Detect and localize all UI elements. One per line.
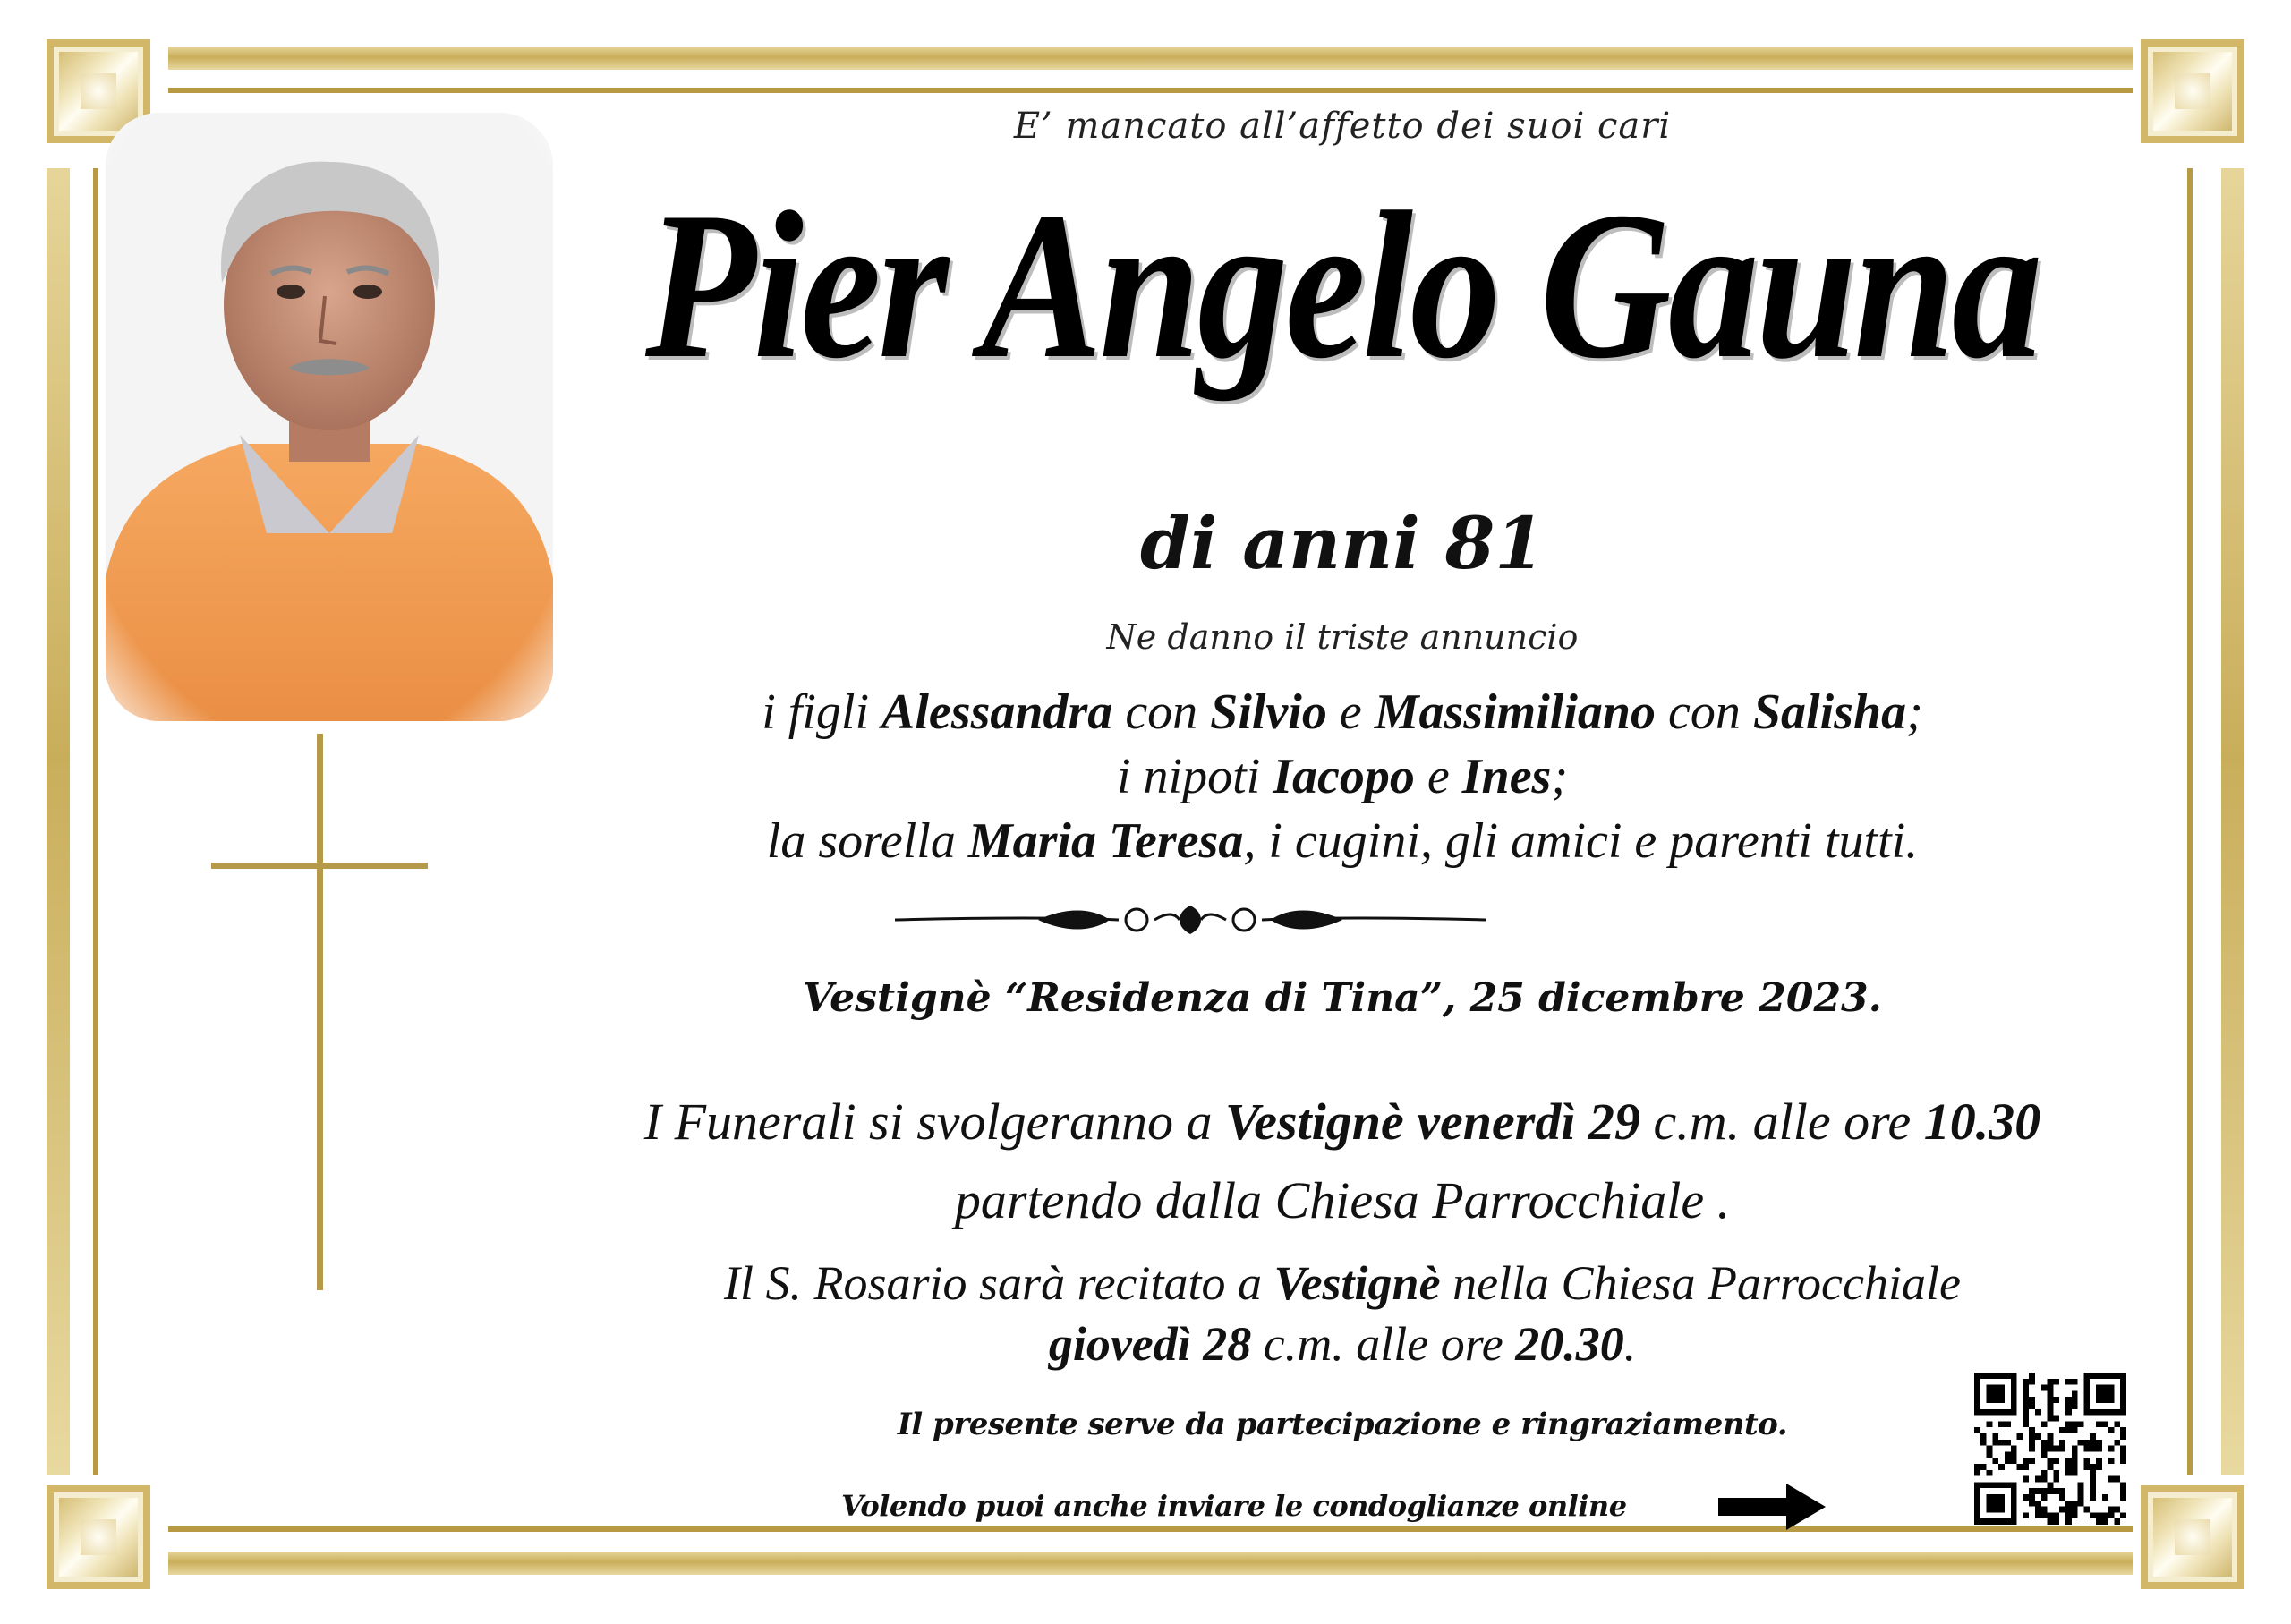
deceased-name: Pier Angelo Gauna xyxy=(645,169,2040,403)
text: ; xyxy=(1551,749,1568,804)
text: c.m. alle ore xyxy=(1251,1317,1516,1371)
text: I Funerali si svolgeranno a xyxy=(643,1093,1225,1151)
text-bold: 10.30 xyxy=(1923,1093,2041,1151)
family-line-grandchildren xyxy=(501,744,2184,809)
funeral-info xyxy=(501,1083,2184,1240)
intro-text: E’ mancato all’affetto dei suoi cari xyxy=(1013,106,1672,147)
text: i nipoti xyxy=(1117,749,1273,804)
portrait-photo xyxy=(106,113,553,721)
family-list xyxy=(501,680,2184,873)
text-bold: Vestignè venerdì 29 xyxy=(1224,1093,1640,1151)
text: i figli xyxy=(762,684,882,740)
text: c.m. alle ore xyxy=(1639,1093,1924,1151)
qr-code-icon[interactable] xyxy=(1974,1373,2126,1525)
frame-bottom-band xyxy=(168,1552,2133,1575)
frame-bottom-line xyxy=(168,1526,2133,1532)
frame-right-line xyxy=(2187,168,2193,1475)
text-bold: 20.30 xyxy=(1515,1317,1624,1371)
name: Iacopo xyxy=(1273,749,1415,804)
portrait-illustration xyxy=(106,113,553,721)
frame-corner-bottom-left xyxy=(47,1485,150,1589)
online-condolences-text: Volendo puoi anche inviare le condoglianze online xyxy=(841,1489,1627,1523)
frame-right-band xyxy=(2221,168,2244,1475)
text: e xyxy=(1326,684,1375,740)
rosary-line-2 xyxy=(501,1314,2184,1374)
text: nella Chiesa Parrocchiale xyxy=(1440,1256,1961,1310)
name: Massimiliano xyxy=(1374,684,1657,740)
cross-horizontal xyxy=(211,863,428,869)
family-line-children xyxy=(501,680,2184,744)
name: Salisha xyxy=(1752,684,1907,740)
cross-vertical xyxy=(317,734,323,1290)
frame-top-band xyxy=(168,47,2133,70)
text: la sorella xyxy=(766,813,968,869)
rosary-info xyxy=(501,1253,2184,1374)
death-date-place: Vestignè “Residenza di Tina”, 25 dicembre 2023. xyxy=(802,975,1882,1021)
name: Maria Teresa xyxy=(967,813,1244,869)
frame-left-line xyxy=(93,168,98,1475)
text: . xyxy=(1623,1317,1637,1371)
text: , i cugini, gli amici e parenti tutti. xyxy=(1243,813,1919,869)
thanks-text: Il presente serve da partecipazione e ringraziamento. xyxy=(897,1407,1788,1442)
text: con xyxy=(1656,684,1753,740)
frame-top-line xyxy=(168,88,2133,93)
frame-left-band xyxy=(47,168,70,1475)
text: Il S. Rosario sarà recitato a xyxy=(724,1256,1274,1310)
funeral-line-1 xyxy=(501,1083,2184,1161)
name: Ines xyxy=(1461,749,1552,804)
text-bold: giovedì 28 xyxy=(1048,1317,1252,1371)
name: Silvio xyxy=(1210,684,1327,740)
family-line-sister xyxy=(501,809,2184,873)
announce-text: Ne danno il triste annuncio xyxy=(1106,617,1579,657)
age-text: di anni 81 xyxy=(1140,501,1545,585)
arrow-right-icon xyxy=(1718,1484,1826,1530)
ornament-divider xyxy=(895,902,1486,938)
text-bold: Vestignè xyxy=(1273,1256,1441,1310)
text: con xyxy=(1112,684,1211,740)
text: ; xyxy=(1906,684,1923,740)
name: Alessandra xyxy=(881,684,1113,740)
rosary-line-1 xyxy=(501,1253,2184,1314)
frame-corner-bottom-right xyxy=(2141,1485,2244,1589)
funeral-line-2: partendo dalla Chiesa Parrocchiale . xyxy=(954,1171,1731,1229)
text: e xyxy=(1414,749,1462,804)
